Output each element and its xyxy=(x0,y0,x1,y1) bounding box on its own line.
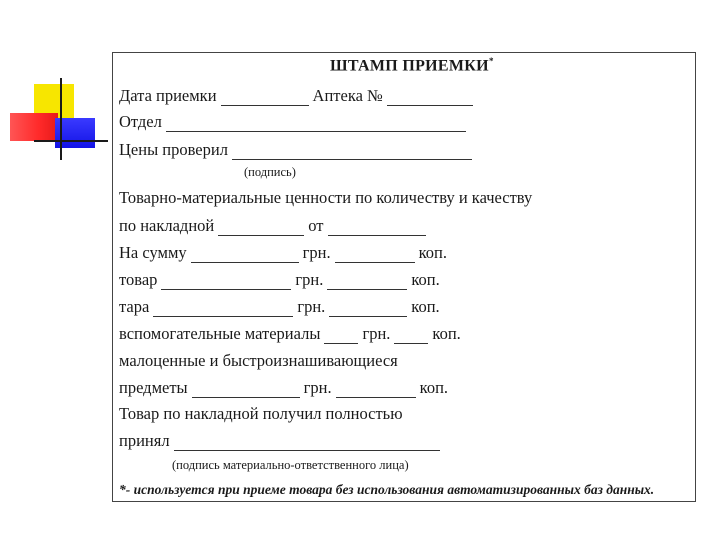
from-blank xyxy=(328,219,426,236)
row-invoice xyxy=(119,216,430,236)
logo-vertical-line xyxy=(60,78,62,160)
sum-kop-blank xyxy=(335,246,415,263)
responsible-caption: (подпись материально-ответственного лица) xyxy=(172,458,409,472)
goods-line1-text: Товарно-материальные ценности по количеству и качеству xyxy=(119,188,533,207)
row-aux xyxy=(119,324,461,344)
stamp-title xyxy=(330,56,494,75)
tare-uah-label: грн. xyxy=(297,297,326,316)
logo-red-square xyxy=(10,113,58,141)
aux-uah-label: грн. xyxy=(362,324,391,343)
pharmacy-label: Аптека № xyxy=(312,86,383,105)
signature-caption: (подпись) xyxy=(244,165,296,179)
tare-kop-label: коп. xyxy=(411,297,440,316)
footnote: *- используется при приеме товара без использования автоматизированных баз данных. xyxy=(119,482,655,497)
row-department xyxy=(119,112,470,132)
row-tare xyxy=(119,297,440,317)
prices-blank xyxy=(232,143,472,160)
sum-uah-label: грн. xyxy=(302,243,331,262)
department-label: Отдел xyxy=(119,112,162,131)
items-uah-label: грн. xyxy=(303,378,332,397)
row-goods-line1 xyxy=(119,188,532,208)
items-label: предметы xyxy=(119,378,188,397)
invoice-label: по накладной xyxy=(119,216,215,235)
row-sum xyxy=(119,243,447,263)
row-accepted xyxy=(119,431,444,451)
goods-kop-label: коп. xyxy=(411,270,440,289)
row-goods xyxy=(119,270,440,290)
pharmacy-blank xyxy=(387,89,473,106)
sum-kop-label: коп. xyxy=(418,243,448,262)
logo-horizontal-line xyxy=(34,140,108,142)
row-lowvalue-line1 xyxy=(119,351,398,371)
items-kop-blank xyxy=(336,381,416,398)
tare-label: тара xyxy=(119,297,150,316)
items-uah-blank xyxy=(192,381,300,398)
received-text: Товар по накладной получил полностью xyxy=(119,404,403,423)
tare-kop-blank xyxy=(329,300,407,317)
department-blank xyxy=(166,115,466,132)
row-prices xyxy=(119,140,476,160)
prices-label: Цены проверил xyxy=(119,140,228,159)
goods-uah-blank xyxy=(161,273,291,290)
title-footnote-mark: * xyxy=(488,56,494,66)
date-blank xyxy=(221,89,309,106)
row-received xyxy=(119,404,403,424)
from-label: от xyxy=(308,216,324,235)
aux-kop-label: коп. xyxy=(432,324,461,343)
lowvalue-line1-text: малоценные и быстроизнашивающиеся xyxy=(119,351,398,370)
corner-logo xyxy=(0,0,120,170)
row-items xyxy=(119,378,448,398)
aux-kop-blank xyxy=(394,327,428,344)
items-kop-label: коп. xyxy=(419,378,449,397)
aux-label: вспомогательные материалы xyxy=(119,324,321,343)
sum-label: На сумму xyxy=(119,243,187,262)
invoice-blank xyxy=(218,219,304,236)
accepted-blank xyxy=(174,434,440,451)
goods-label: товар xyxy=(119,270,158,289)
title-text: ШТАМП ПРИЕМКИ xyxy=(330,57,489,75)
accepted-label: принял xyxy=(119,431,170,450)
goods-uah-label: грн. xyxy=(295,270,324,289)
aux-uah-blank xyxy=(324,327,358,344)
sum-uah-blank xyxy=(191,246,299,263)
tare-uah-blank xyxy=(153,300,293,317)
goods-kop-blank xyxy=(327,273,407,290)
date-label: Дата приемки xyxy=(119,86,217,105)
row-date xyxy=(119,86,477,106)
